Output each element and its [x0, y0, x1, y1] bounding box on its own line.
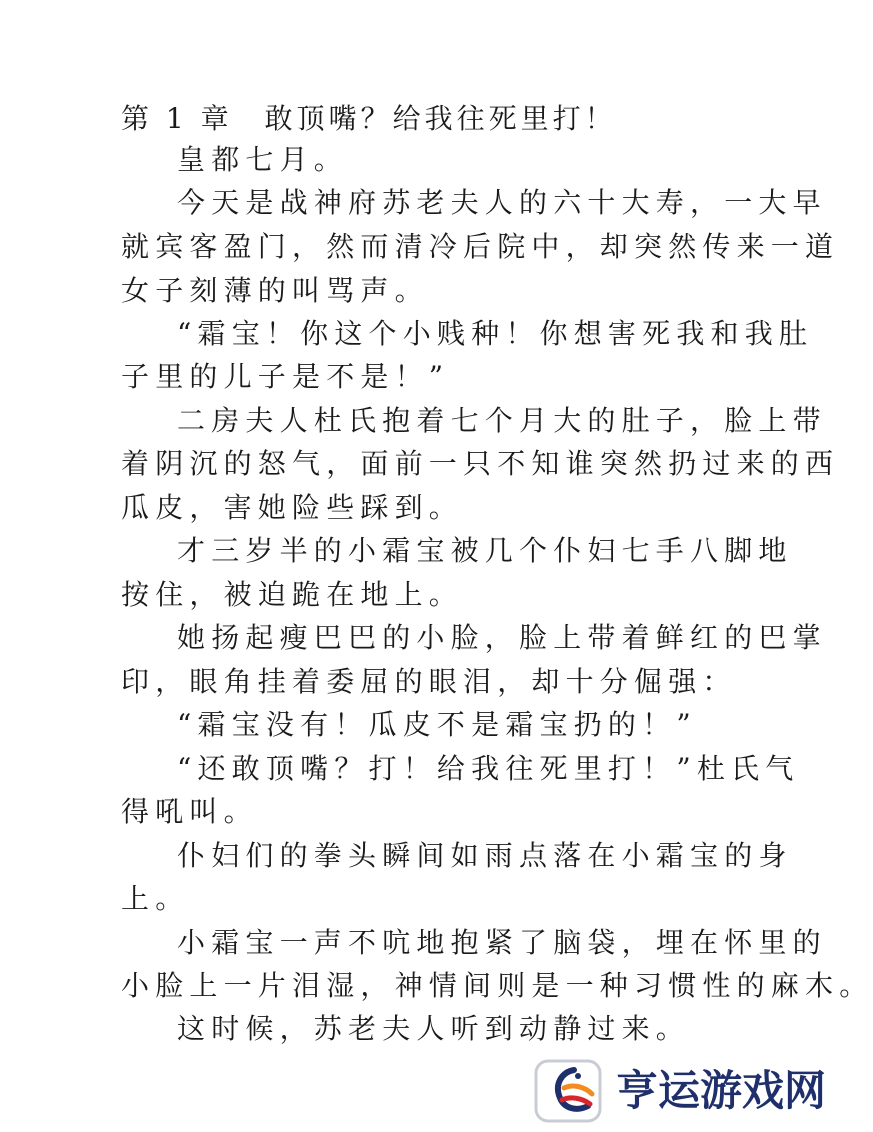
text-line: 今天是战神府苏老夫人的六十大寿，一大早 — [177, 186, 827, 219]
text-line: 上。 — [121, 882, 190, 915]
text-line: 才三岁半的小霜宝被几个仆妇七手八脚地 — [177, 534, 793, 567]
chapter-title: 第 1 章 敢顶嘴？给我往死里打！ — [121, 102, 617, 135]
text-line: 二房夫人杜氏抱着七个月大的肚子，脸上带 — [177, 404, 827, 437]
watermark-text: 亨运游戏网 — [616, 1066, 827, 1115]
text-line: 皇都七月。 — [177, 143, 349, 176]
watermark — [534, 1058, 827, 1124]
watermark-logo-icon — [534, 1058, 604, 1124]
text-line: 小脸上一片泪湿，神情间则是一种习惯性的麻木。 — [121, 969, 873, 1002]
text-line: 这时候，苏老夫人听到动静过来。 — [177, 1012, 691, 1045]
text-line: 就宾客盈门，然而清冷后院中，却突然传来一道 — [121, 230, 840, 263]
text-line: 得吼叫。 — [121, 795, 258, 828]
text-line: 女子刻薄的叫骂声。 — [121, 274, 429, 307]
text-line: 小霜宝一声不吭地抱紧了脑袋，埋在怀里的 — [177, 926, 827, 959]
text-line: “还敢顶嘴？打！给我往死里打！”杜氏气 — [177, 752, 800, 785]
text-line: 印，眼角挂着委屈的眼泪，却十分倔强： — [121, 665, 737, 698]
text-line: 着阴沉的怒气，面前一只不知谁突然扔过来的西 — [121, 447, 840, 480]
text-line: “霜宝没有！瓜皮不是霜宝扔的！” — [177, 708, 697, 741]
text-line: 仆妇们的拳头瞬间如雨点落在小霜宝的身 — [177, 839, 793, 872]
text-line: 她扬起瘦巴巴的小脸，脸上带着鲜红的巴掌 — [177, 621, 827, 654]
text-line: “霜宝！你这个小贱种！你想害死我和我肚 — [177, 317, 814, 350]
text-line: 子里的儿子是不是！” — [121, 360, 450, 393]
text-line: 瓜皮，害她险些踩到。 — [121, 491, 464, 524]
text-line: 按住，被迫跪在地上。 — [121, 578, 464, 611]
